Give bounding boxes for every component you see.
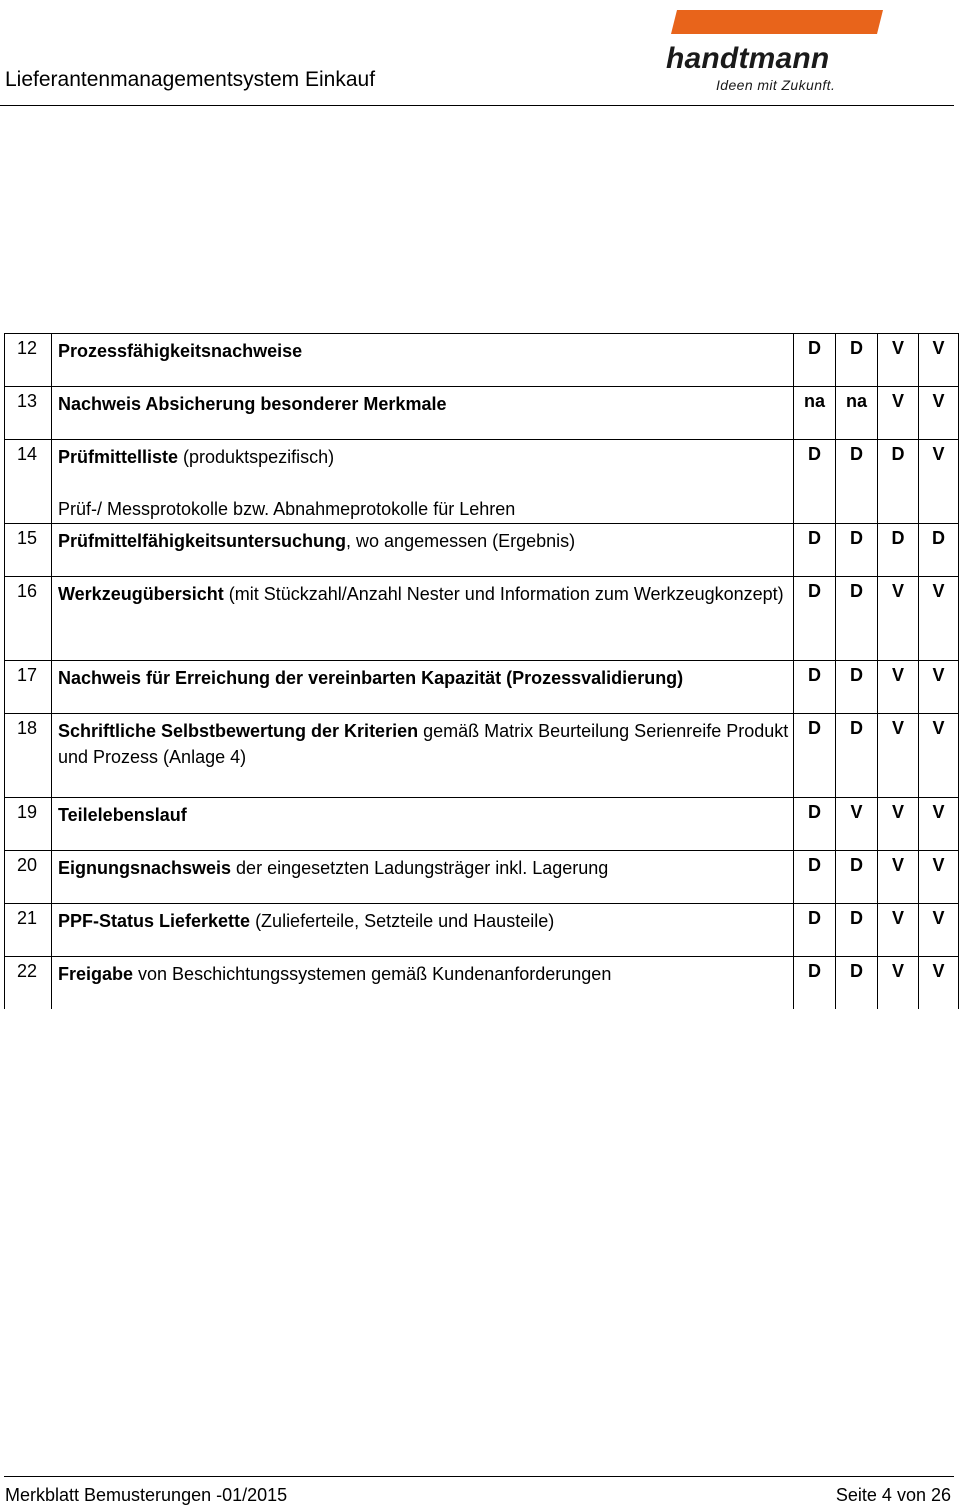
level-code-1: D <box>794 524 836 577</box>
level-code-1: D <box>794 851 836 904</box>
level-code-4: V <box>919 661 959 714</box>
level-code-2: V <box>836 798 878 851</box>
level-code-3: V <box>878 957 919 1010</box>
requirement-second-line: Prüf-/ Messprotokolle bzw. Abnahmeprotokolle für Lehren <box>58 499 516 519</box>
level-code-4: V <box>919 904 959 957</box>
level-code-3: V <box>878 387 919 440</box>
level-code-4: V <box>919 714 959 798</box>
company-logo <box>664 8 882 98</box>
level-code-1: D <box>794 661 836 714</box>
row-number: 20 <box>5 851 52 904</box>
level-code-1: D <box>794 904 836 957</box>
level-code-1: D <box>794 577 836 661</box>
level-code-2: D <box>836 661 878 714</box>
table-row <box>5 798 959 851</box>
footer-document-name: Merkblatt Bemusterungen -01/2015 <box>5 1485 288 1505</box>
table-row <box>5 334 959 387</box>
requirement-text <box>52 714 794 798</box>
requirement-bold-text: Schriftliche Selbstbewertung der Kriterien <box>58 721 419 741</box>
level-code-1: D <box>794 798 836 851</box>
requirement-text <box>52 661 794 714</box>
requirement-text <box>52 387 794 440</box>
requirement-text <box>52 577 794 661</box>
level-code-1: D <box>794 440 836 524</box>
row-number: 21 <box>5 904 52 957</box>
footer-page-number: Seite 4 von 26 <box>835 1485 951 1505</box>
table-row <box>5 661 959 714</box>
row-number: 18 <box>5 714 52 798</box>
level-code-2: D <box>836 577 878 661</box>
requirement-bold-text: Prüfmittelliste <box>58 447 179 467</box>
requirement-rest-text: gemäß Matrix Beurteilung Serienreife Produkt und Prozess (Anlage 4) <box>58 721 789 767</box>
row-number: 12 <box>5 334 52 387</box>
table-row <box>5 851 959 904</box>
level-code-3: V <box>878 714 919 798</box>
logo-tagline: Ideen mit Zukunft. <box>716 77 836 93</box>
level-code-4: V <box>919 440 959 524</box>
level-code-4: D <box>919 524 959 577</box>
level-code-2: D <box>836 714 878 798</box>
table-row <box>5 577 959 661</box>
level-code-3: D <box>878 524 919 577</box>
requirement-bold-text: Nachweis Absicherung besonderer Merkmale <box>58 394 447 414</box>
row-number: 15 <box>5 524 52 577</box>
table-row <box>5 714 959 798</box>
requirement-text <box>52 440 794 524</box>
table-row <box>5 524 959 577</box>
document-header-title: Lieferantenmanagementsystem Einkauf <box>5 68 376 91</box>
requirement-bold-text: Werkzeugübersicht <box>58 584 224 604</box>
row-number: 19 <box>5 798 52 851</box>
requirement-bold-text: Teilelebenslauf <box>58 805 187 825</box>
level-code-1: D <box>794 334 836 387</box>
footer-divider <box>4 1476 954 1477</box>
requirement-bold-text: PPF-Status Lieferkette <box>58 911 251 931</box>
table-row <box>5 440 959 524</box>
requirement-text <box>52 851 794 904</box>
logo-orange-bar <box>671 10 883 34</box>
row-number: 14 <box>5 440 52 524</box>
logo-name: handtmann <box>666 42 830 75</box>
table-row <box>5 957 959 1010</box>
level-code-2: D <box>836 524 878 577</box>
requirement-bold-text: Eignungsnachsweis <box>58 858 232 878</box>
requirement-text <box>52 957 794 1010</box>
requirement-rest-text: von Beschichtungssystemen gemäß Kundenanforderungen <box>133 964 612 984</box>
table-row <box>5 904 959 957</box>
requirement-rest-text: (mit Stückzahl/Anzahl Nester und Information zum Werkzeugkonzept) <box>223 584 784 604</box>
requirement-rest-text: (produktspezifisch) <box>178 447 335 467</box>
row-number: 22 <box>5 957 52 1010</box>
requirement-rest-text: der eingesetzten Ladungsträger inkl. Lagerung <box>231 858 609 878</box>
requirement-bold-text: Freigabe <box>58 964 134 984</box>
table-row <box>5 387 959 440</box>
level-code-4: V <box>919 798 959 851</box>
level-code-3: V <box>878 798 919 851</box>
level-code-4: V <box>919 577 959 661</box>
level-code-3: V <box>878 577 919 661</box>
level-code-1: D <box>794 714 836 798</box>
level-code-4: V <box>919 387 959 440</box>
requirement-rest-text: (Zulieferteile, Setzteile und Hausteile) <box>250 911 555 931</box>
level-code-2: D <box>836 957 878 1010</box>
row-number: 16 <box>5 577 52 661</box>
requirement-text <box>52 798 794 851</box>
level-code-4: V <box>919 334 959 387</box>
requirement-text <box>52 524 794 577</box>
level-code-4: V <box>919 957 959 1010</box>
row-number: 13 <box>5 387 52 440</box>
requirement-bold-text: Nachweis für Erreichung der vereinbarten Kapazität (Prozessvalidierung) <box>58 668 684 688</box>
level-code-3: V <box>878 904 919 957</box>
requirement-rest-text: , wo angemessen (Ergebnis) <box>346 531 576 551</box>
row-number: 17 <box>5 661 52 714</box>
requirement-text <box>52 904 794 957</box>
level-code-4: V <box>919 851 959 904</box>
level-code-2: D <box>836 904 878 957</box>
requirements-table <box>4 333 959 1009</box>
level-code-2: D <box>836 334 878 387</box>
level-code-2: D <box>836 851 878 904</box>
level-code-3: D <box>878 440 919 524</box>
level-code-2: na <box>836 387 878 440</box>
level-code-3: V <box>878 661 919 714</box>
level-code-1: na <box>794 387 836 440</box>
requirement-text <box>52 334 794 387</box>
requirement-bold-text: Prüfmittelfähigkeitsuntersuchung <box>58 531 347 551</box>
requirement-bold-text: Prozessfähigkeitsnachweise <box>58 341 303 361</box>
level-code-3: V <box>878 334 919 387</box>
level-code-2: D <box>836 440 878 524</box>
level-code-1: D <box>794 957 836 1010</box>
header-divider <box>0 105 954 106</box>
level-code-3: V <box>878 851 919 904</box>
